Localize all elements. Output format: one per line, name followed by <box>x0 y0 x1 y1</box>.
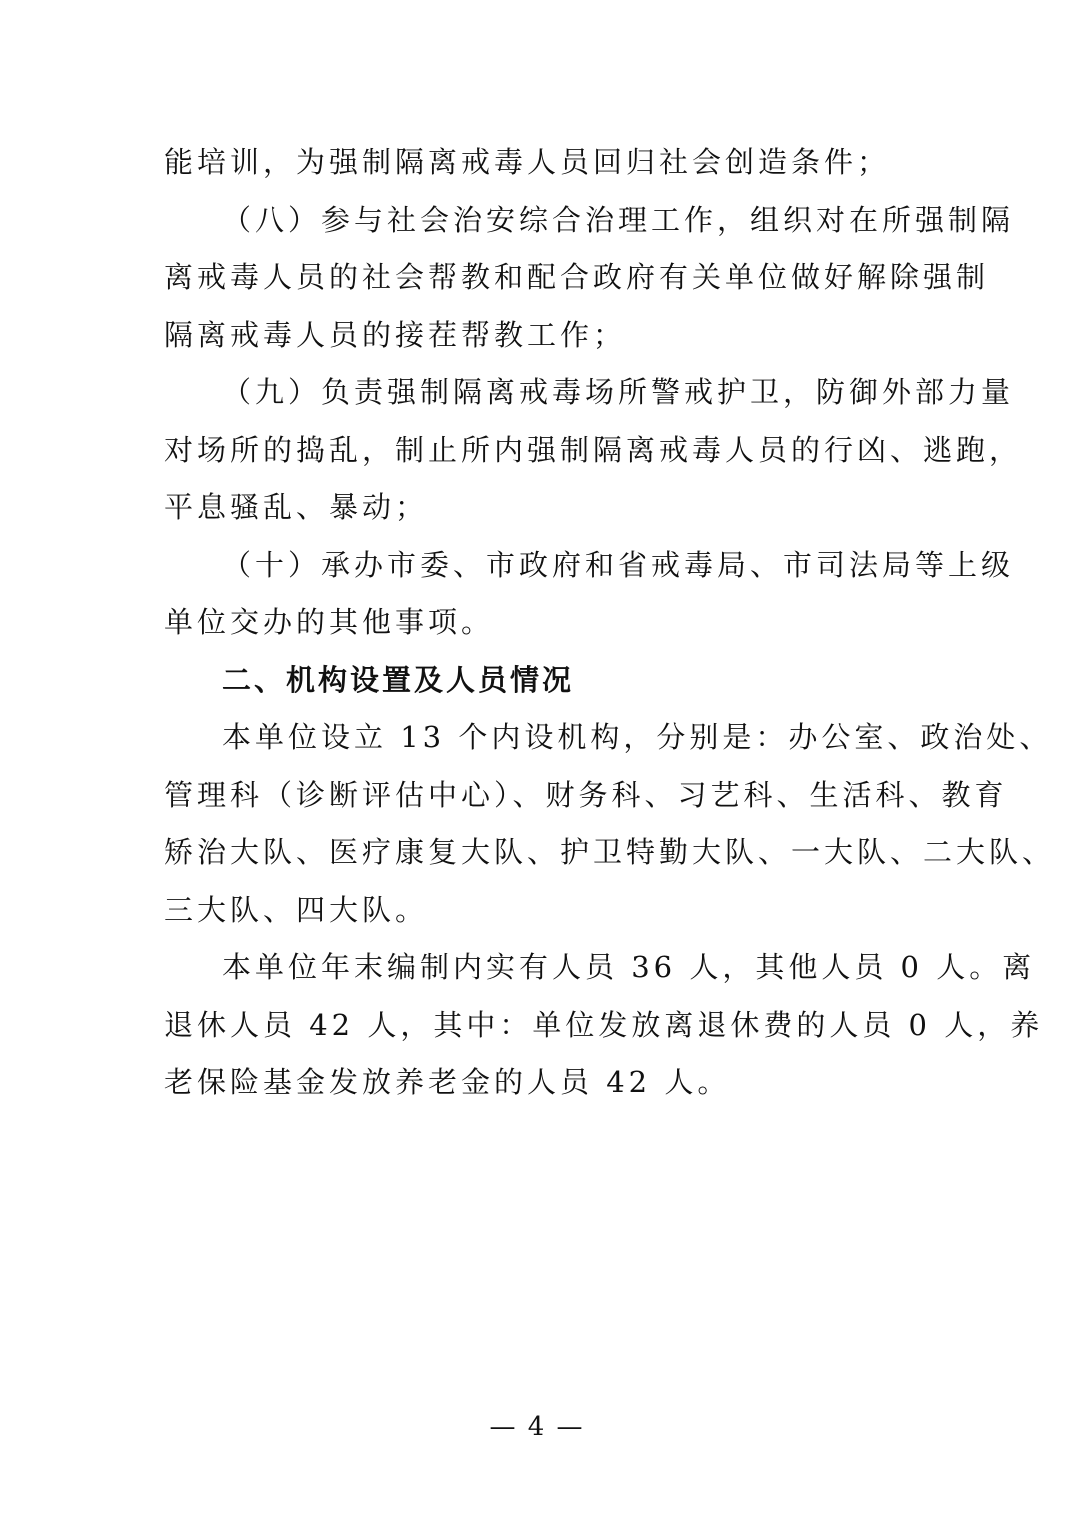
text-line: 管理科（诊断评估中心）、财务科、习艺科、生活科、教育 <box>164 777 1008 812</box>
page-number: — 4 — <box>489 1412 585 1442</box>
text-line: 退休人员 42 人，其中：单位发放离退休费的人员 0 人，养 <box>164 1007 1044 1042</box>
text-line: 矫治大队、医疗康复大队、护卫特勤大队、一大队、二大队、 <box>164 835 1056 869</box>
text-line: 对场所的捣乱，制止所内强制隔离戒毒人员的行凶、逃跑， <box>164 432 1023 467</box>
text-line: （九）负责强制隔离戒毒场所警戒护卫，防御外部力量 <box>222 375 1015 409</box>
text-line: 能培训，为强制隔离戒毒人员回归社会创造条件； <box>164 145 891 179</box>
text-line: 本单位设立 13 个内设机构，分别是：办公室、政治处、 <box>222 720 1053 754</box>
text-line: 单位交办的其他事项。 <box>164 605 495 639</box>
text-line: （十）承办市委、市政府和省戒毒局、市司法局等上级 <box>222 547 1015 582</box>
text-line: 离戒毒人员的社会帮教和配合政府有关单位做好解除强制 <box>164 260 990 294</box>
text-line: （八）参与社会治安综合治理工作，组织对在所强制隔 <box>222 202 1015 237</box>
text-line: 本单位年末编制内实有人员 36 人，其他人员 0 人。离 <box>222 950 1036 984</box>
text-line: 平息骚乱、暴动； <box>164 490 429 524</box>
body-text <box>164 134 1056 1112</box>
section-heading: 二、机构设置及人员情况 <box>222 662 575 697</box>
text-line: 老保险基金发放养老金的人员 42 人。 <box>164 1065 731 1099</box>
text-line: 三大队、四大队。 <box>164 892 429 927</box>
text-line: 隔离戒毒人员的接茬帮教工作； <box>164 317 627 352</box>
